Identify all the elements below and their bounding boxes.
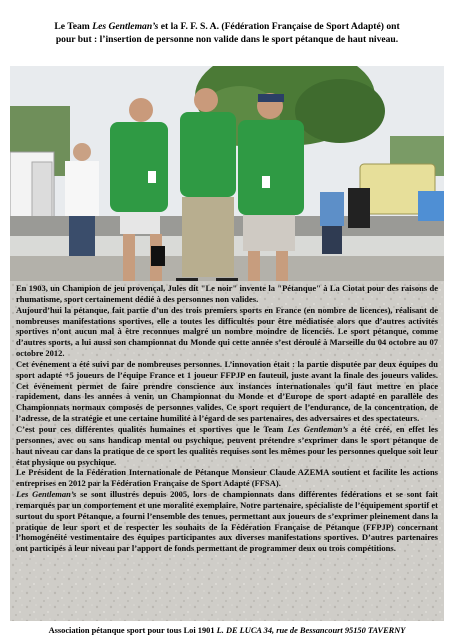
photo-illustration <box>10 66 444 296</box>
header-text: Le Team <box>54 21 93 32</box>
paragraph-event: Cet événement a été suivi par de nombreuses personnes. L’innovation était : la partie disputée par deux équipes du sport adapté +5 joueurs de l’équipe France et 1 joueur FFPJP en fauteuil, juste avant la finale des joueurs valides. Cet événement permet de faire prendre conscience aux instances internationales qu’il faut mettre en place rapidement, dans les années à venir, un Championnat du Monde et d’Europe de sport adapté en parallèle des Championnats normaux composés de personnes valides. Ce sport requiert de l’endurance, de la concentration, de l’adresse, de la stratégie et une certaine humilité à l’égard de ses partenaires, des adversaires et des spectateurs. <box>16 358 438 424</box>
partners-text: se sont illustrés depuis 2005, lors de championnats dans différentes fédérations et se sont fait remarqués par un comportement et une moralité exemplaire. Notre partenaire, spécialiste de l’équipement sportif et surtout du sport Pétanque, a fourni l’ensemble des tenues, permettant aux joueurs de s’exprimer pleinement dans la pratique de leur sport et de respecter les souhaits de la Fédération Française de Pétanque (FFPJP) concernant l’homogénéité vestimentaire des équipes participantes aux diverses manifestations sportives. D’autres partenaires ont participés à leur niveau par l’apport de fonds permettant de programmer deux ou trois compétitions. <box>16 489 438 554</box>
header-line-2: pour but : l’insertion de personne non valide dans le sport pétanque de haut niveau. <box>55 34 399 45</box>
footer-association: Association pétanque sport pour tous Loi 1901 <box>48 626 217 635</box>
team-text: C’est pour ces différentes qualités humaines et sportives que le Team <box>16 423 288 434</box>
team-name: Les Gentleman’s <box>287 423 349 434</box>
page-header <box>14 20 440 46</box>
paragraph-today: Aujourd’hui la pétanque, fait partie d’un des trois premiers sports en France (en nombre de licences), réalisant de nombreuses manifestations sportives, elle a toutes les difficultés pour être médiatisée alors que d’autres activités sportives n’ont aucun mal à être reconnues malgré un nombre moindre de licenciés. Le sport pétanque, comme d’autres sports, a lui aussi son championnat du Monde qui cette année s’est déroulé à Marseille du 04 octobre au 07 octobre 2012. <box>16 304 438 359</box>
team-name: Les Gentleman’s <box>92 21 159 32</box>
team-text: a été créé, en effet les personnes, avec ou sans handicap mental ou psychique, peuvent prétendre s’exprimer dans le sport pétanque de haut niveau car dans la pratique de ce sport les qualités requises sont les mêmes pour les personnes quelque soit leur état physique ou psychique. <box>16 423 438 467</box>
footer-address: L. DE LUCA 34, rue de Bessancourt 95150 TAVERNY <box>216 626 406 635</box>
header-line-1 <box>14 20 440 33</box>
team-photo <box>10 66 444 296</box>
article-text <box>10 281 444 554</box>
paragraph-partners <box>16 489 438 554</box>
team-name: Les Gentleman’s <box>16 489 77 500</box>
paragraph-president: Le Président de la Fédération Internationale de Pétanque Monsieur Claude AZEMA soutient et facilite les actions entreprises en 2012 par la Fédération Française de Sport Adapté (FFSA). <box>16 467 438 489</box>
article <box>10 281 444 621</box>
header-text: et la F. F. S. A. (Fédération Française de Sport Adapté) ont <box>158 21 400 32</box>
page-footer <box>0 626 454 635</box>
paragraph-history: En 1903, un Champion de jeu provençal, Jules dit "Le noir" invente la "Pétanque" à La Ciotat pour des raisons de rhumatisme, sport certainement dédié à des personnes non valides. <box>16 283 438 304</box>
paragraph-team <box>16 424 438 467</box>
